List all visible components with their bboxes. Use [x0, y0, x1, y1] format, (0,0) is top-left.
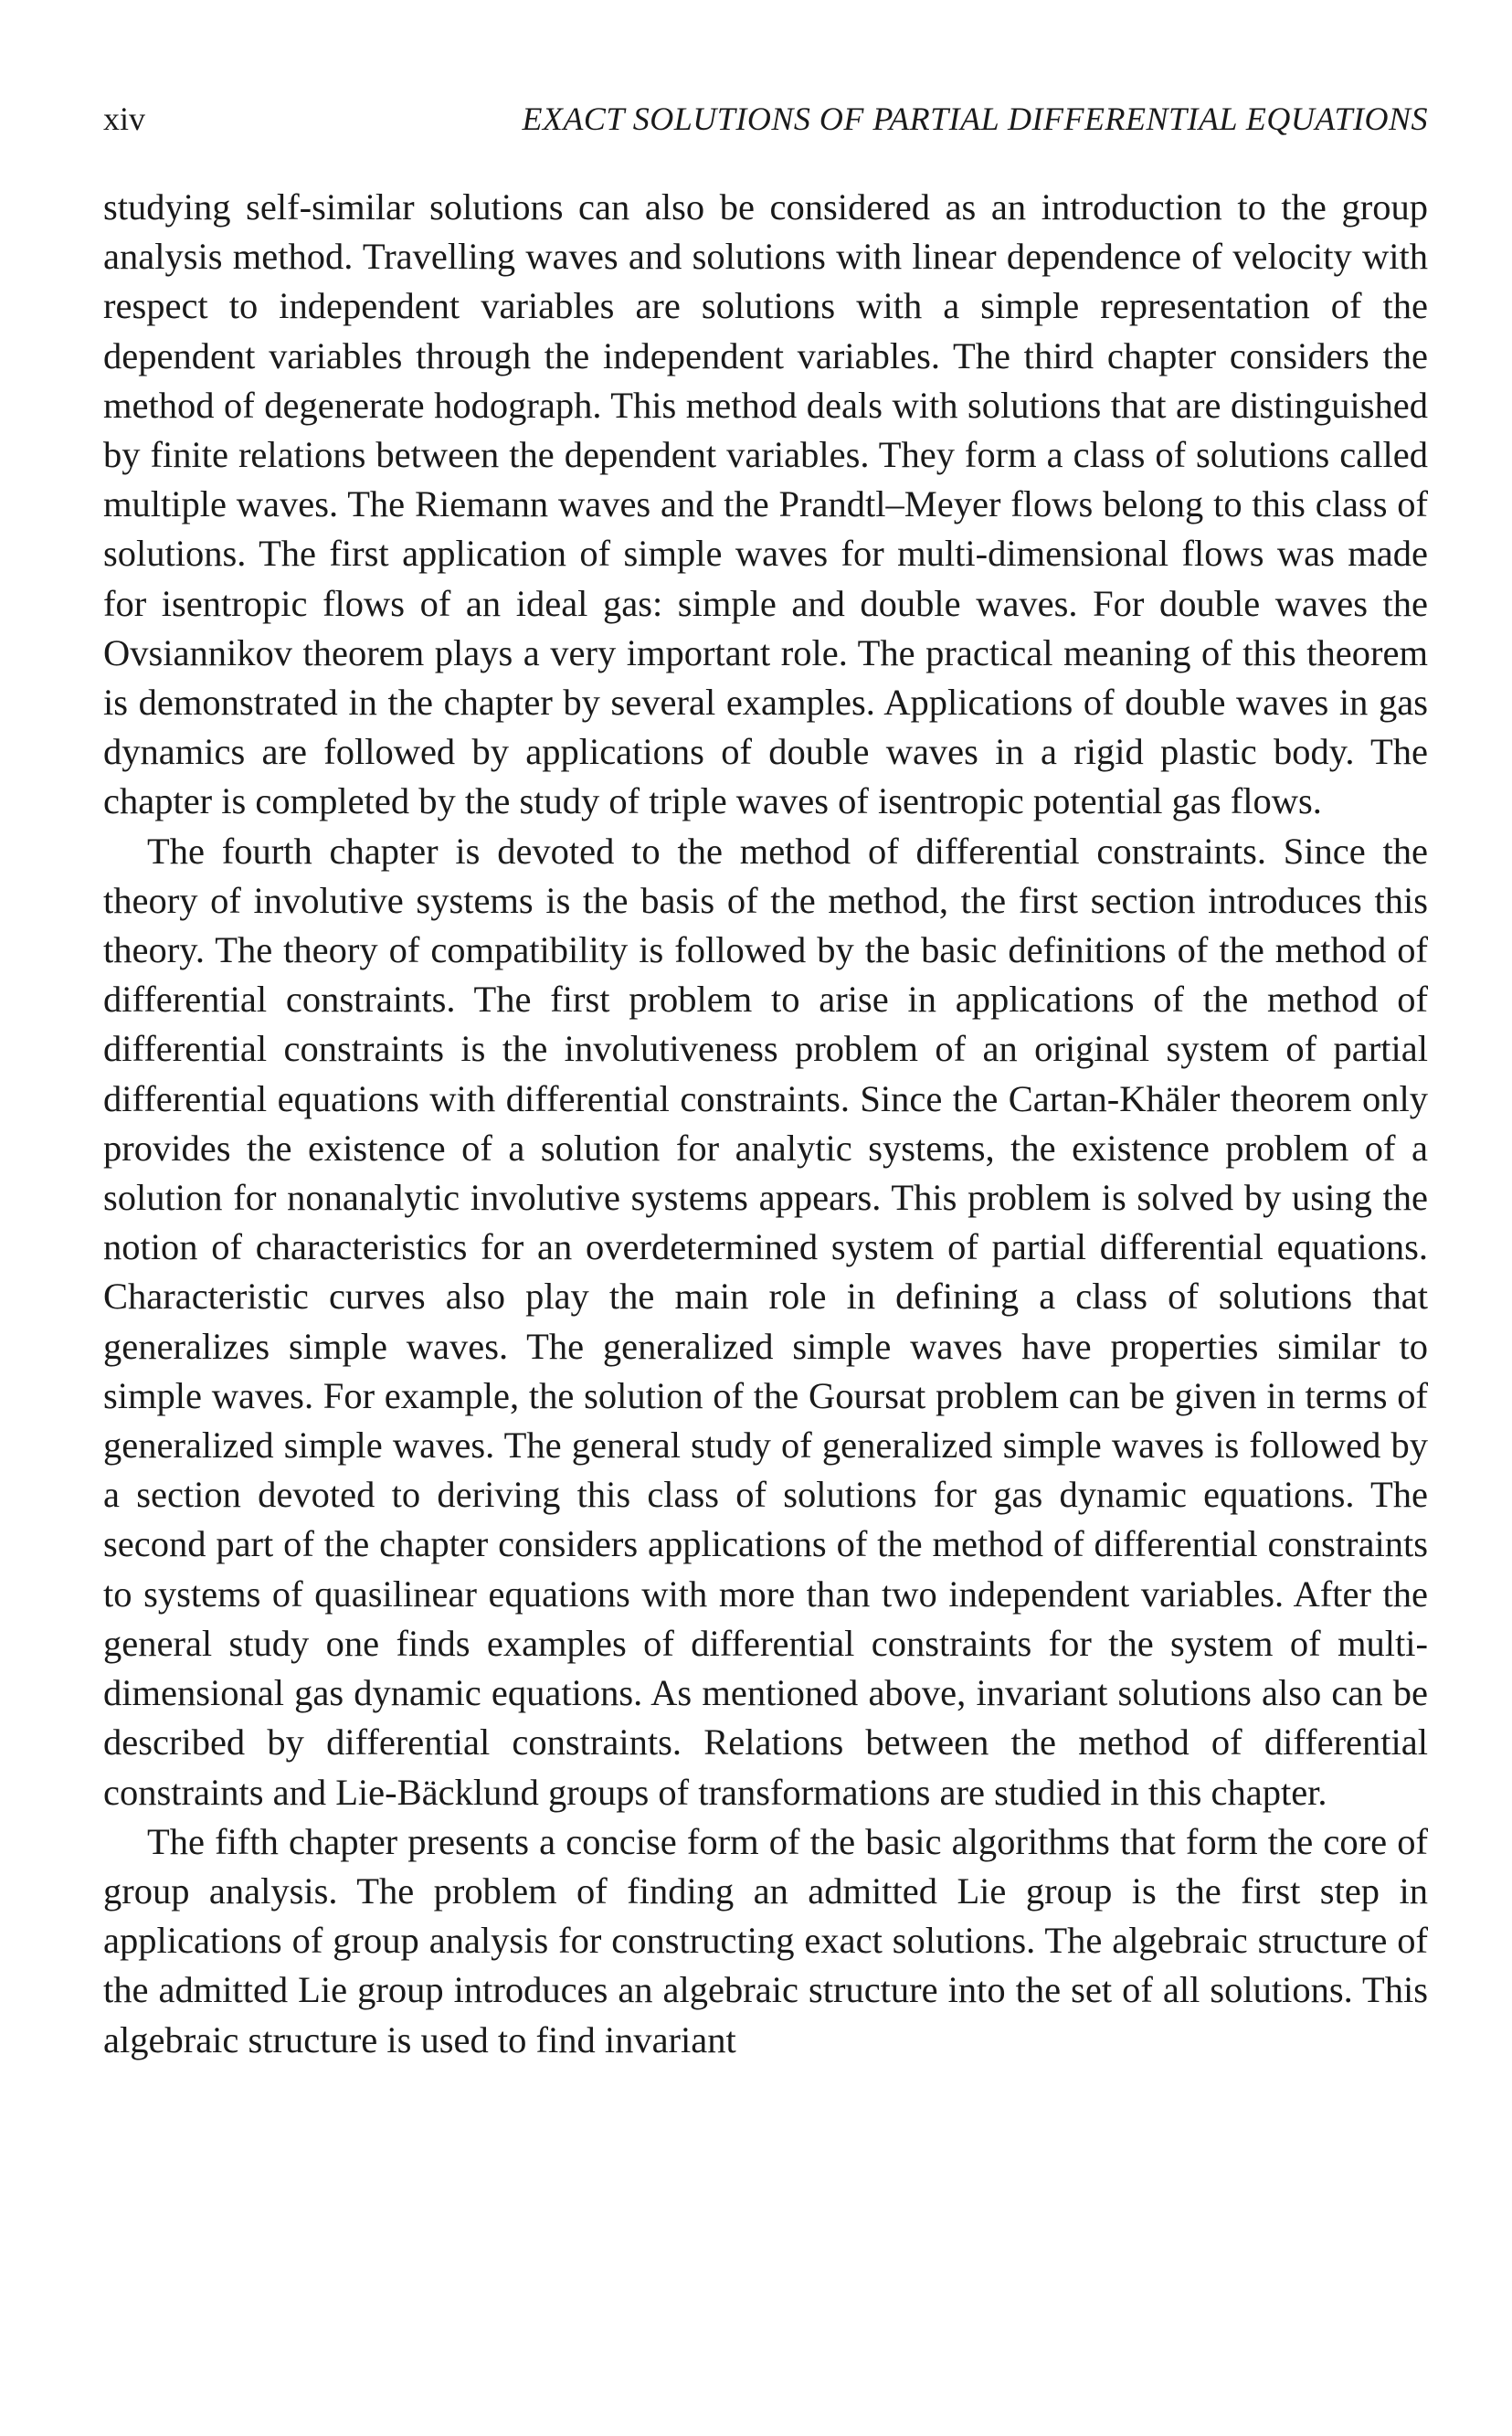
paragraph-fourth-chapter: The fourth chapter is devoted to the method of differential constraints. Since the theory of involutive systems is the basis of the method, the first section introduces this theory. The theory of compatibility is followed by the basic definitions of the method of differential constraints. The first problem to arise in applications of the method of differential constraints is the involutiveness problem of an original system of partial differential equations with differential constraints. Since the Cartan-Khäler theorem only provides the existence of a solution for analytic systems, the existence problem of a solution for nonanalytic involutive systems appears. This problem is solved by using the notion of characteristics for an overdetermined system of partial differential equations. Characteristic curves also play the main role in defining a class of solutions that generalizes simple waves. The generalized simple waves have properties similar to simple waves. For example, the solution of the Goursat problem can be given in terms of generalized simple waves. The general study of generalized simple waves is followed by a section devoted to deriving this class of solutions for gas dynamic equations. The second part of the chapter considers applications of the method of differential constraints to systems of quasilinear equations with more than two independent variables. After the general study one finds examples of differential constraints for the system of multi-dimensional gas dynamic equations. As mentioned above, invariant solutions also can be described by differential constraints. Relations between the method of differential constraints and Lie-Bäcklund groups of transformations are studied in this chapter.: [103, 830, 1428, 1813]
book-page: [103, 91, 1428, 2065]
paragraph-fifth-chapter: The fifth chapter presents a concise form of the basic algorithms that form the core of group analysis. The problem of finding an admitted Lie group is the first step in applications of group analysis for constructing exact solutions. The algebraic structure of the admitted Lie group introduces an algebraic structure into the set of all solutions. This algebraic structure is used to find invariant: [103, 1820, 1428, 2060]
running-title: EXACT SOLUTIONS OF PARTIAL DIFFERENTIAL EQUATIONS: [522, 101, 1428, 137]
page-number: xiv: [103, 101, 146, 137]
running-head: [103, 91, 1428, 146]
paragraph-continued: studying self-similar solutions can also be considered as an introduction to the group analysis method. Travelling waves and solutions with linear dependence of velocity with respect to independent variables are solutions with a simple representation of the dependent variables through the independent variables. The third chapter considers the method of degenerate hodograph. This method deals with solutions that are distinguished by finite relations between the dependent variables. They form a class of solutions called multiple waves. The Riemann waves and the Prandtl–Meyer flows belong to this class of solutions. The first application of simple waves for multi-dimensional flows was made for isentropic flows of an ideal gas: simple and double waves. For double waves the Ovsiannikov theorem plays a very important role. The practical meaning of this theorem is demonstrated in the chapter by several examples. Applications of double waves in gas dynamics are followed by applications of double waves in a rigid plastic body. The chapter is completed by the study of triple waves of isentropic potential gas flows.: [103, 186, 1428, 822]
body-text: [103, 183, 1428, 2065]
